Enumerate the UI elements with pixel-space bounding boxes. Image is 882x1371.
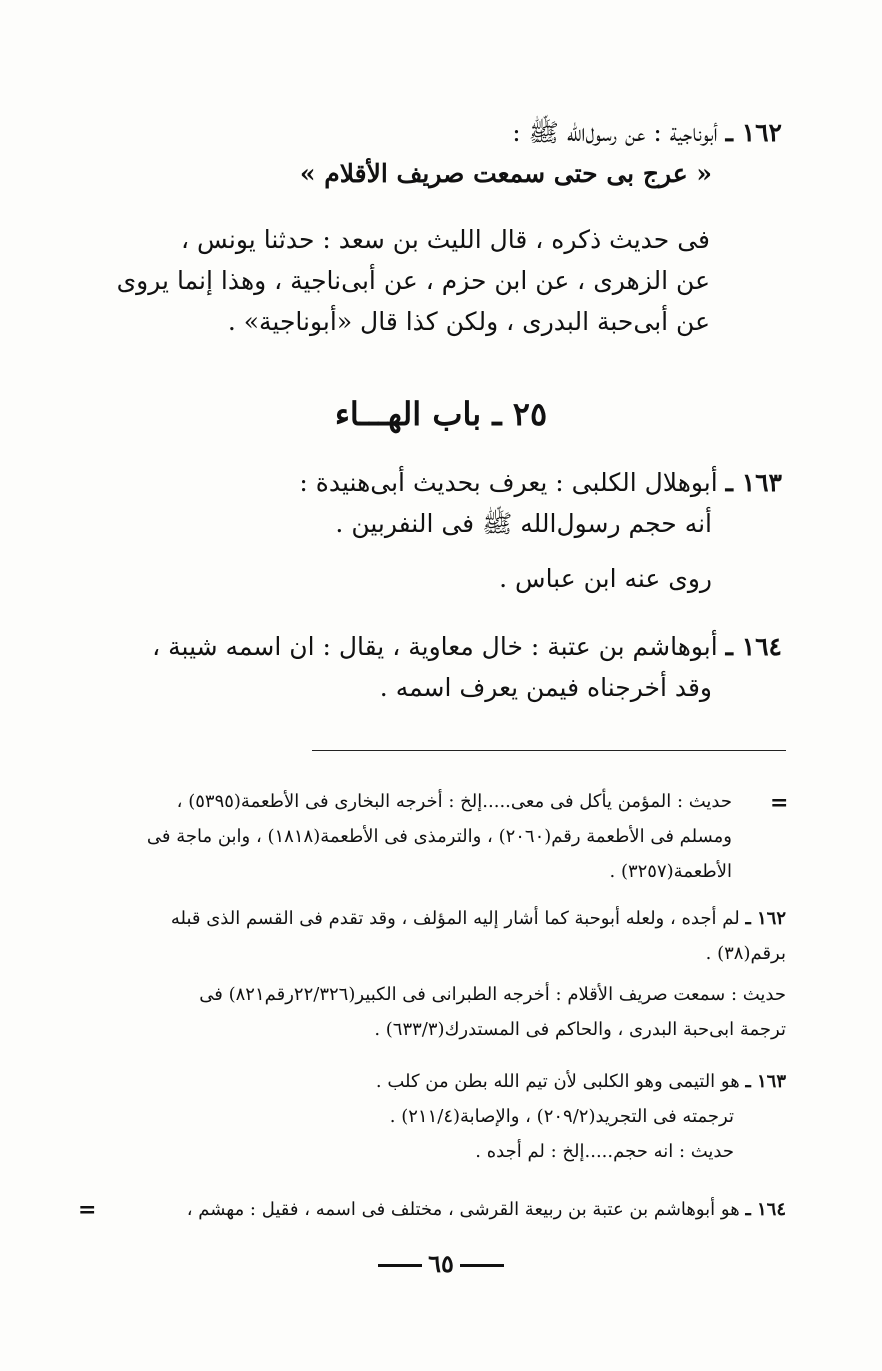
entry-162-body	[96, 219, 710, 342]
footnote-text: هو أبوهاشم بن عتبة بن ربيعة القرشى ، مختلف فى اسمه ، فقيل : مهشم ،	[186, 1199, 740, 1220]
entry-number: ١٦٢ ـ	[725, 118, 782, 147]
page-number-value: ٦٥	[428, 1249, 454, 1278]
footnote-text: هو التيمى وهو الكلبى لأن تيم الله بطن من كلب .	[375, 1071, 740, 1092]
footnote-number: ١٦٤ ـ	[745, 1199, 786, 1220]
footnote-line: ترجمته فى التجريد(٢٠٩/٢) ، والإصابة(٢١١/٤) .	[389, 1106, 734, 1127]
body-line: فى حديث ذكره ، قال الليث بن سعد : حدثنا يونس ،	[181, 225, 710, 254]
footnote-line: حديث : انه حجم.....إلخ : لم أجده .	[475, 1141, 734, 1162]
footnote-number: ١٦٣ ـ	[745, 1071, 786, 1092]
footnote-line: برقم(٣٨) .	[705, 943, 786, 964]
footnote-line: ترجمة ابى‌حبة البدرى ، والحاكم فى المستدرك(٦٣٣/٣) .	[374, 1019, 786, 1040]
footnote-line: الأطعمة(٣٢٥٧) .	[609, 861, 732, 882]
chapter-title: ٢٥ ـ باب الهـــاء	[334, 395, 548, 433]
entry-heading: أبوناجية : عن رسول‌الله ﷺ :	[512, 118, 718, 147]
continuation-mark: =	[78, 1197, 97, 1223]
page-number-dash-right	[460, 1264, 504, 1267]
entry-heading: أبوهلال الكلبى : يعرف بحديث أبى‌هنيدة :	[299, 468, 718, 497]
body-line: وقد أخرجناه فيمن يعرف اسمه .	[379, 673, 712, 702]
footnote-line-1	[96, 901, 786, 936]
continuation-mark: =	[770, 790, 789, 816]
footnote-164	[96, 1192, 786, 1227]
body-line: عن أبى‌حبة البدرى ، ولكن كذا قال «أبوناجية» .	[227, 307, 710, 336]
footnote-divider	[312, 750, 786, 751]
body-line: أنه حجم رسول‌الله ﷺ فى النفربين .	[335, 509, 712, 538]
footnote-162	[96, 901, 786, 1047]
entry-163	[92, 462, 782, 599]
page-number	[0, 1249, 882, 1278]
entry-number: ١٦٤ ـ	[725, 632, 782, 661]
entry-162	[92, 112, 782, 194]
entry-163-header	[92, 462, 782, 503]
footnote-number: ١٦٢ ـ	[745, 908, 786, 929]
footnote-163	[96, 1064, 786, 1169]
entry-164	[92, 626, 782, 708]
footnote-line-1	[96, 1064, 786, 1099]
body-line: روى عنه ابن عباس .	[499, 564, 712, 593]
page-number-dash-left	[378, 1264, 422, 1267]
footnote-line: ومسلم فى الأطعمة رقم(٢٠٦٠) ، والترمذى فى الأطعمة(١٨١٨) ، وابن ماجة فى	[146, 826, 732, 847]
footnote-text: لم أجده ، ولعله أبوحبة كما أشار إليه المؤلف ، وقد تقدم فى القسم الذى قبله	[170, 908, 740, 929]
footnote-line: حديث : المؤمن يأكل فى معى.....إلخ : أخرجه البخارى فى الأطعمة(٥٣٩٥) ،	[176, 791, 732, 812]
entry-164-line1	[92, 626, 782, 667]
entry-162-header	[92, 112, 782, 153]
footnote-line: حديث : سمعت صريف الأقلام : أخرجه الطبرانى فى الكبير(٢٢/٣٢٦رقم٨٢١) فى	[199, 984, 786, 1005]
entry-number: ١٦٣ ـ	[725, 468, 782, 497]
hadith-text: « عرج بى حتى سمعت صريف الأقلام »	[299, 159, 712, 188]
body-line: عن الزهرى ، عن ابن حزم ، عن أبى‌ناجية ، وهذا إنما يروى	[116, 266, 710, 295]
footnote-continuation	[102, 784, 732, 889]
body-line: أبوهاشم بن عتبة : خال معاوية ، يقال : ان اسمه شيبة ،	[152, 632, 718, 661]
